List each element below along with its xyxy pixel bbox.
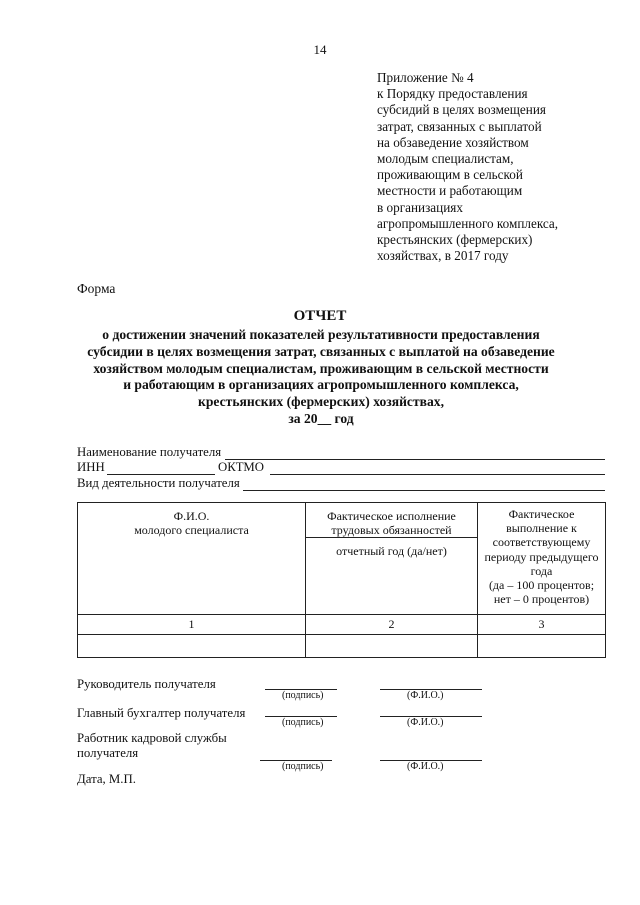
subheader-report-year — [306, 538, 478, 615]
header-text: Фактическое исполнение — [327, 509, 456, 523]
appendix-line: проживающим в сельской — [377, 167, 523, 183]
header-text: нет – 0 процентов) — [493, 592, 590, 607]
appendix-line: агропромышленного комплекса, — [377, 215, 559, 231]
data-cell[interactable] — [478, 635, 606, 658]
subtitle-line: крестьянских (фермерских) хозяйствах, — [198, 394, 444, 410]
inn-label: ИНН — [77, 460, 105, 474]
header-text: Ф.И.О. — [173, 509, 210, 523]
header-text: соответствующему — [492, 535, 591, 550]
header-fio — [78, 503, 306, 615]
fio-caption: (Ф.И.О.) — [407, 717, 444, 728]
signature-caption: (подпись) — [282, 717, 324, 728]
subtitle-line: за 20__ год — [288, 410, 354, 426]
header-text: Фактическое — [508, 507, 575, 521]
appendix-line: субсидий в целях возмещения — [377, 102, 546, 118]
appendix-line: Приложение № 4 — [377, 70, 474, 85]
appendix-line: на обзаведение хозяйством — [377, 134, 529, 150]
signature-caption: (подпись) — [282, 761, 324, 772]
header-fact-duties — [306, 503, 478, 538]
date-label: Дата, М.П. — [77, 772, 136, 786]
report-table — [77, 502, 606, 658]
appendix-line: в организациях — [377, 199, 463, 215]
appendix-line: местности и работающим — [377, 183, 523, 199]
signature-caption: (подпись) — [282, 690, 324, 701]
report-title: ОТЧЕТ — [293, 308, 347, 324]
appendix-line: хозяйствах, в 2017 году — [377, 248, 509, 264]
header-text: года — [530, 563, 553, 578]
appendix-line: к Порядку предоставления — [377, 86, 528, 102]
appendix-line: затрат, связанных с выплатой — [377, 118, 542, 134]
subtitle-line: и работающим в организациях агропромышленного комплекса, — [123, 377, 519, 393]
fio-caption: (Ф.И.О.) — [407, 690, 444, 701]
column-number: 1 — [78, 615, 306, 635]
subtitle-line: хозяйством молодым специалистам, проживающим в сельской местности — [93, 360, 549, 376]
inn-field[interactable] — [107, 474, 215, 475]
header-text: молодого специалиста — [134, 523, 249, 537]
accountant-label: Главный бухгалтер получателя — [77, 706, 246, 720]
head-label: Руководитель получателя — [77, 677, 216, 691]
hr-label: Работник кадровой службы — [77, 731, 227, 745]
header-prev-period — [478, 503, 606, 615]
oktmo-field[interactable] — [270, 474, 605, 475]
data-cell[interactable] — [306, 635, 478, 658]
report-subtitle — [40, 327, 602, 428]
appendix-line: крестьянских (фермерских) — [377, 232, 533, 248]
page-number: 14 — [313, 42, 327, 57]
recipient-name-field[interactable] — [225, 459, 605, 460]
appendix-block — [377, 70, 627, 264]
column-number: 3 — [478, 615, 606, 635]
data-cell[interactable] — [78, 635, 306, 658]
form-label: Форма — [77, 281, 116, 296]
fio-caption: (Ф.И.О.) — [407, 761, 444, 772]
header-text: трудовых обязанностей — [331, 523, 452, 537]
activity-field[interactable] — [243, 490, 605, 491]
appendix-line: молодым специалистам, — [377, 151, 514, 167]
recipient-name-label: Наименование получателя — [77, 445, 222, 459]
subtitle-line: о достижении значений показателей результативности предоставления — [102, 327, 540, 342]
header-text: (да – 100 процентов; — [488, 578, 595, 593]
header-text: периоду предыдущего — [484, 549, 599, 564]
column-number: 2 — [306, 615, 478, 635]
header-text: выполнение к — [506, 521, 577, 536]
activity-label: Вид деятельности получателя — [77, 476, 240, 490]
subtitle-line: субсидии в целях возмещения затрат, связанных с выплатой на обзаведение — [87, 343, 555, 359]
hr-label: получателя — [77, 746, 139, 760]
oktmo-label: ОКТМО — [218, 460, 265, 474]
subheader-text: отчетный год (да/нет) — [336, 544, 447, 558]
